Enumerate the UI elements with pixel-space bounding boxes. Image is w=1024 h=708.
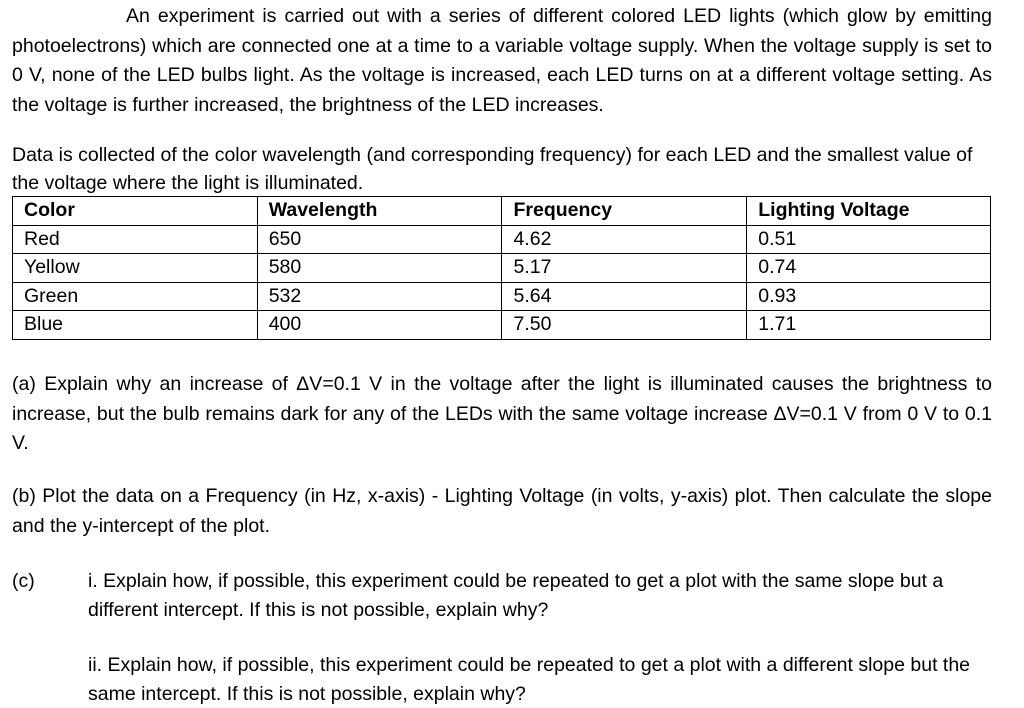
- cell-lighting-voltage: 1.71: [747, 311, 991, 340]
- table-row: [13, 311, 991, 340]
- cell-color: Green: [13, 282, 258, 311]
- header-lighting-voltage: Lighting Voltage: [747, 197, 991, 226]
- cell-color: Red: [13, 225, 258, 254]
- cell-wavelength: 532: [257, 282, 502, 311]
- table-row: [13, 225, 991, 254]
- cell-lighting-voltage: 0.93: [747, 282, 991, 311]
- question-c-ii: ii. Explain how, if possible, this experiment could be repeated to get a plot with a different slope but the same intercept. If this is not possible, explain why?: [88, 654, 971, 705]
- header-wavelength: Wavelength: [257, 197, 502, 226]
- led-data-table: [12, 196, 991, 340]
- cell-color: Blue: [13, 311, 258, 340]
- table-row: [13, 282, 991, 311]
- cell-frequency: 4.62: [502, 225, 747, 254]
- cell-wavelength: 580: [257, 254, 502, 283]
- cell-frequency: 5.17: [502, 254, 747, 283]
- question-a: (a) Explain why an increase of ΔV=0.1 V in the voltage after the light is illuminated causes the brightness to increase, but the bulb remains dark for any of the LEDs with the same voltage increase ΔV=0.1 V from 0 V to 0.1 V.: [12, 373, 992, 454]
- question-c-label: (c): [12, 570, 35, 592]
- cell-wavelength: 400: [257, 311, 502, 340]
- cell-wavelength: 650: [257, 225, 502, 254]
- table-row: [13, 254, 991, 283]
- intro-paragraph: An experiment is carried out with a series of different colored LED lights (which glow by emitting photoelectrons) which are connected one at a time to a variable voltage supply. When the voltage supply is set to 0 V, none of the LED bulbs light. As the voltage is increased, each LED turns on at a different voltage setting. As the voltage is further increased, the brightness of the LED increases.: [12, 5, 992, 116]
- cell-color: Yellow: [13, 254, 258, 283]
- table-header-row: [13, 197, 991, 226]
- data-intro-paragraph: Data is collected of the color wavelength (and corresponding frequency) for each LED and the smallest value of the voltage where the light is illuminated.: [12, 144, 973, 194]
- cell-frequency: 5.64: [502, 282, 747, 311]
- header-color: Color: [13, 197, 258, 226]
- cell-lighting-voltage: 0.51: [747, 225, 991, 254]
- cell-frequency: 7.50: [502, 311, 747, 340]
- question-b: (b) Plot the data on a Frequency (in Hz, x-axis) - Lighting Voltage (in volts, y-axis) plot. Then calculate the slope and the y-intercept of the plot.: [12, 485, 992, 537]
- question-c-i: i. Explain how, if possible, this experiment could be repeated to get a plot with the same slope but a different intercept. If this is not possible, explain why?: [88, 570, 944, 621]
- header-frequency: Frequency: [502, 197, 747, 226]
- cell-lighting-voltage: 0.74: [747, 254, 991, 283]
